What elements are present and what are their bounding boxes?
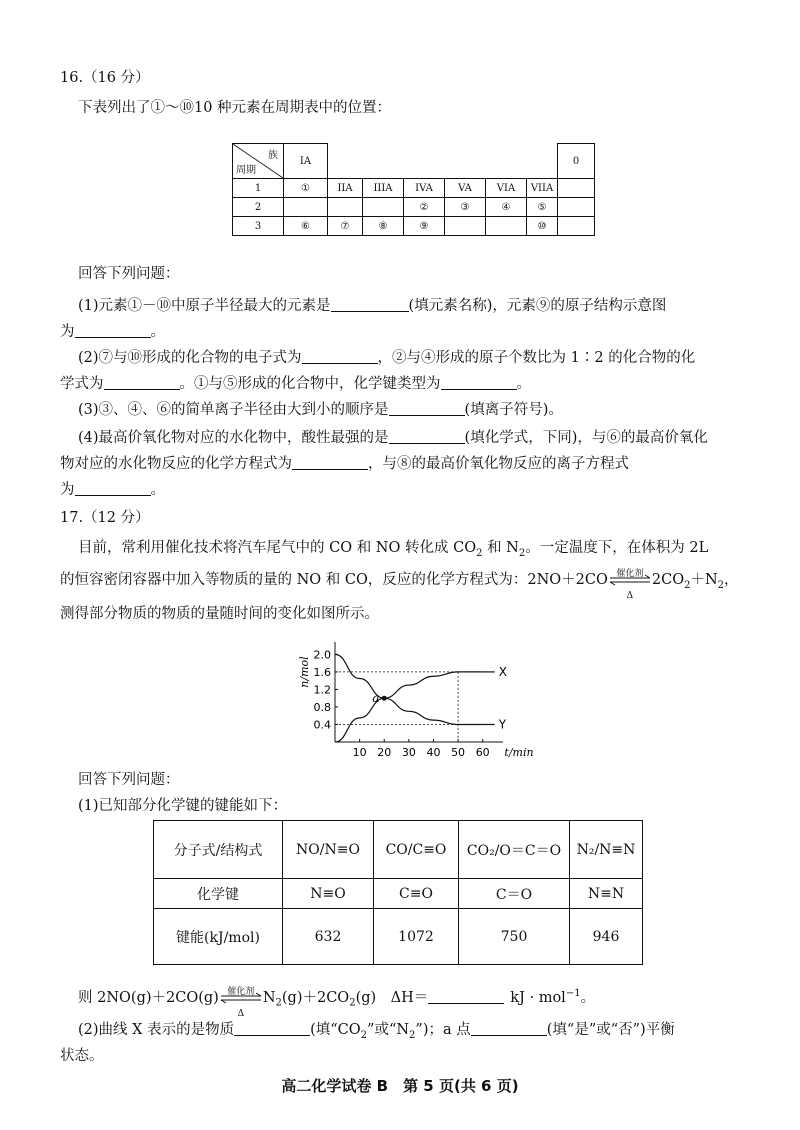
q17-enthalpy-line bbox=[78, 984, 768, 1019]
cell-energy: 1072 bbox=[374, 909, 459, 965]
subscript: 2 bbox=[476, 547, 483, 559]
series-line-X bbox=[335, 672, 483, 742]
cell bbox=[284, 198, 328, 217]
catalyst-label: 催化剂 bbox=[616, 569, 644, 579]
q17-intro-line2 bbox=[60, 569, 750, 601]
catalyst-label: 催化剂 bbox=[227, 986, 255, 997]
x-axis-label: t/min bbox=[504, 746, 534, 759]
y-tick-label: 1.6 bbox=[313, 665, 331, 679]
text: 为 bbox=[60, 482, 75, 498]
corner-period-label: 周期 bbox=[236, 165, 256, 176]
cell: VIIA bbox=[527, 179, 558, 198]
x-tick-label: 20 bbox=[377, 746, 392, 759]
text: (g) ΔH＝ bbox=[355, 989, 429, 1006]
cell: IVA bbox=[404, 179, 445, 198]
table-row bbox=[154, 879, 643, 909]
answer-blank[interactable] bbox=[75, 323, 151, 338]
y-tick-label: 0.8 bbox=[313, 700, 331, 714]
text: 2CO bbox=[651, 572, 685, 588]
q16-part1-line2 bbox=[60, 322, 750, 342]
corner-group-label: 族 bbox=[268, 150, 278, 161]
text: (2)⑦与⑩形成的化合物的电子式为 bbox=[78, 350, 302, 366]
cell bbox=[558, 217, 595, 236]
text: 物对应的水化物反应的化学方程式为 bbox=[60, 456, 292, 472]
series-label-X: X bbox=[498, 664, 507, 679]
page-footer: 高二化学试卷 B 第 5 页(共 6 页) bbox=[281, 1077, 519, 1095]
cell-bond: N≡O bbox=[283, 879, 374, 909]
text: 为 bbox=[60, 324, 75, 340]
answer-blank[interactable] bbox=[389, 429, 465, 444]
q17-header: 17.（12 分） bbox=[60, 510, 150, 526]
cell: VIA bbox=[486, 179, 527, 198]
cell: ⑦ bbox=[328, 217, 363, 236]
cell-formula: NO/N≡O bbox=[283, 821, 374, 879]
text: ”)；a 点 bbox=[415, 1022, 471, 1038]
answer-blank[interactable] bbox=[292, 455, 368, 470]
table-corner bbox=[233, 144, 284, 179]
q16-intro: 下表列出了①～⑩10 种元素在周期表中的位置： bbox=[78, 100, 392, 116]
q16-answer-prompt: 回答下列问题： bbox=[78, 266, 180, 282]
q16-part2-line2 bbox=[60, 374, 750, 394]
cell: IIA bbox=[328, 179, 363, 198]
q16-part4-line2 bbox=[60, 454, 750, 474]
text: (填离子符号)。 bbox=[464, 402, 563, 418]
answer-blank[interactable] bbox=[104, 375, 180, 390]
text: ”或“N bbox=[367, 1022, 410, 1038]
table-row bbox=[154, 821, 643, 879]
chart-axes bbox=[335, 642, 503, 742]
text: 。 bbox=[150, 482, 165, 498]
cell: ② bbox=[404, 198, 445, 217]
row-header-energy: 键能(kJ/mol) bbox=[154, 909, 283, 965]
row-header-formula: 分子式/结构式 bbox=[154, 821, 283, 879]
q16-part4-line3 bbox=[60, 480, 750, 500]
superscript: −1 bbox=[565, 988, 581, 999]
text: (填化学式，下同)，与⑥的最高价氧化 bbox=[464, 430, 708, 446]
amount-time-chart bbox=[298, 632, 534, 767]
text: 。 bbox=[150, 324, 165, 340]
text: 学式为 bbox=[60, 376, 104, 392]
text: (2)曲线 X 表示的是物质 bbox=[78, 1022, 235, 1038]
chart-series bbox=[335, 654, 495, 742]
answer-blank[interactable] bbox=[234, 1021, 310, 1036]
cell bbox=[558, 198, 595, 217]
answer-blank[interactable] bbox=[428, 989, 504, 1004]
q17-intro-line1 bbox=[78, 538, 768, 564]
header-zero: 0 bbox=[558, 144, 595, 179]
bond-energy-table bbox=[153, 820, 643, 965]
table-row bbox=[233, 198, 595, 217]
subscript: 2 bbox=[518, 547, 526, 559]
x-tick-label: 30 bbox=[401, 746, 416, 759]
text: 和 N bbox=[482, 540, 519, 556]
text: 。 bbox=[580, 989, 596, 1006]
cell bbox=[558, 179, 595, 198]
cell: IIIA bbox=[363, 179, 404, 198]
x-tick-label: 40 bbox=[426, 746, 441, 759]
cell-energy: 750 bbox=[459, 909, 570, 965]
answer-blank[interactable] bbox=[471, 1021, 547, 1036]
series-label-Y: Y bbox=[498, 717, 507, 732]
period-2: 2 bbox=[233, 198, 284, 217]
cell-energy: 946 bbox=[570, 909, 643, 965]
cell: ③ bbox=[445, 198, 486, 217]
cell-bond: N≡N bbox=[570, 879, 643, 909]
y-axis-label: n/mol bbox=[298, 656, 311, 688]
cell bbox=[363, 198, 404, 217]
text: ＋N bbox=[690, 572, 718, 588]
text: ， bbox=[724, 572, 739, 588]
subscript: 2 bbox=[349, 997, 356, 1009]
y-tick-label: 1.2 bbox=[313, 683, 331, 697]
cell: ⑨ bbox=[404, 217, 445, 236]
answer-blank[interactable] bbox=[441, 375, 517, 390]
heat-label: Δ bbox=[237, 1008, 245, 1019]
q17-part2-line2: 状态。 bbox=[60, 1048, 104, 1064]
text: (填元素名称)，元素⑨的原子结构示意图 bbox=[408, 298, 667, 314]
cell: ④ bbox=[486, 198, 527, 217]
q17-answer-prompt: 回答下列问题： bbox=[78, 772, 180, 788]
period-1: 1 bbox=[233, 179, 284, 198]
text: ，与⑧的最高价氧化物反应的离子方程式 bbox=[368, 456, 629, 472]
subscript: 2 bbox=[409, 1029, 416, 1041]
x-tick-label: 10 bbox=[352, 746, 367, 759]
table-gap bbox=[328, 144, 558, 179]
y-tick-label: 0.4 bbox=[313, 718, 331, 732]
table-row bbox=[154, 909, 643, 965]
text: (3)③、④、⑥的简单离子半径由大到小的顺序是 bbox=[78, 402, 389, 418]
cell-bond: C≡O bbox=[374, 879, 459, 909]
cell-energy: 632 bbox=[283, 909, 374, 965]
cell bbox=[445, 217, 486, 236]
q17-part2-line1 bbox=[78, 1020, 768, 1046]
x-tick-label: 50 bbox=[451, 746, 466, 759]
answer-blank[interactable] bbox=[75, 481, 151, 496]
answer-blank[interactable] bbox=[389, 401, 465, 416]
q17-part1: (1)已知部分化学键的键能如下： bbox=[78, 798, 288, 814]
q16-header: 16.（16 分） bbox=[60, 70, 150, 86]
subscript: 2 bbox=[275, 997, 282, 1009]
text: 。 bbox=[516, 376, 531, 392]
q16-part3 bbox=[78, 400, 768, 420]
text: (4)最高价氧化物对应的水化物中，酸性最强的是 bbox=[78, 430, 389, 446]
text: (填“CO bbox=[310, 1022, 361, 1038]
table-row bbox=[233, 179, 595, 198]
cell: ① bbox=[284, 179, 328, 198]
cell-formula: N₂/N≡N bbox=[570, 821, 643, 879]
header-ia: IA bbox=[284, 144, 328, 179]
text: 目前，常利用催化技术将汽车尾气中的 CO 和 NO 转化成 CO bbox=[78, 540, 477, 556]
q17-intro-line3: 测得部分物质的物质的量随时间的变化如图所示。 bbox=[60, 606, 379, 622]
q16-part1-line1 bbox=[78, 296, 768, 316]
text: ，②与④形成的原子个数比为 1∶2 的化合物的化 bbox=[377, 350, 696, 366]
text: (1)元素①－⑩中原子半径最大的元素是 bbox=[78, 298, 331, 314]
text: (填“是”或“否”)平衡 bbox=[546, 1022, 675, 1038]
cell bbox=[486, 217, 527, 236]
cell: ⑩ bbox=[527, 217, 558, 236]
reaction-arrow bbox=[608, 569, 652, 601]
chart-guides bbox=[335, 672, 458, 742]
answer-blank[interactable] bbox=[331, 297, 409, 312]
cell-formula: CO₂/O＝C＝O bbox=[459, 821, 570, 879]
y-tick-label: 2.0 bbox=[313, 648, 331, 662]
period-3: 3 bbox=[233, 217, 284, 236]
point-a-label: a bbox=[372, 691, 380, 706]
cell-bond: C＝O bbox=[459, 879, 570, 909]
subscript: 2 bbox=[360, 1029, 368, 1041]
text: (g)＋2CO bbox=[281, 989, 350, 1006]
text: 则 2NO(g)＋2CO(g) bbox=[78, 989, 219, 1006]
point-a bbox=[382, 696, 387, 701]
subscript: 2 bbox=[684, 579, 691, 591]
reaction-arrow bbox=[219, 986, 263, 1019]
cell: ⑤ bbox=[527, 198, 558, 217]
text: kJ · mol bbox=[510, 989, 566, 1006]
cell bbox=[328, 198, 363, 217]
table-row bbox=[233, 217, 595, 236]
subscript: 2 bbox=[717, 579, 725, 591]
cell: VA bbox=[445, 179, 486, 198]
x-tick-label: 60 bbox=[475, 746, 490, 759]
text: 。①与⑤形成的化合物中，化学键类型为 bbox=[179, 376, 441, 392]
q16-part2-line1 bbox=[78, 348, 768, 368]
q16-part4-line1 bbox=[78, 428, 768, 448]
text: 。一定温度下，在体积为 2L bbox=[525, 540, 709, 556]
periodic-table bbox=[232, 143, 595, 236]
heat-label: Δ bbox=[626, 591, 634, 601]
cell: ⑧ bbox=[363, 217, 404, 236]
series-line-Y bbox=[335, 654, 483, 724]
text: N bbox=[262, 989, 276, 1006]
cell: ⑥ bbox=[284, 217, 328, 236]
text: 的恒容密闭容器中加入等物质的量的 NO 和 CO，反应的化学方程式为：2NO＋2CO bbox=[60, 572, 608, 588]
row-header-bond: 化学键 bbox=[154, 879, 283, 909]
answer-blank[interactable] bbox=[302, 349, 378, 364]
cell-formula: CO/C≡O bbox=[374, 821, 459, 879]
